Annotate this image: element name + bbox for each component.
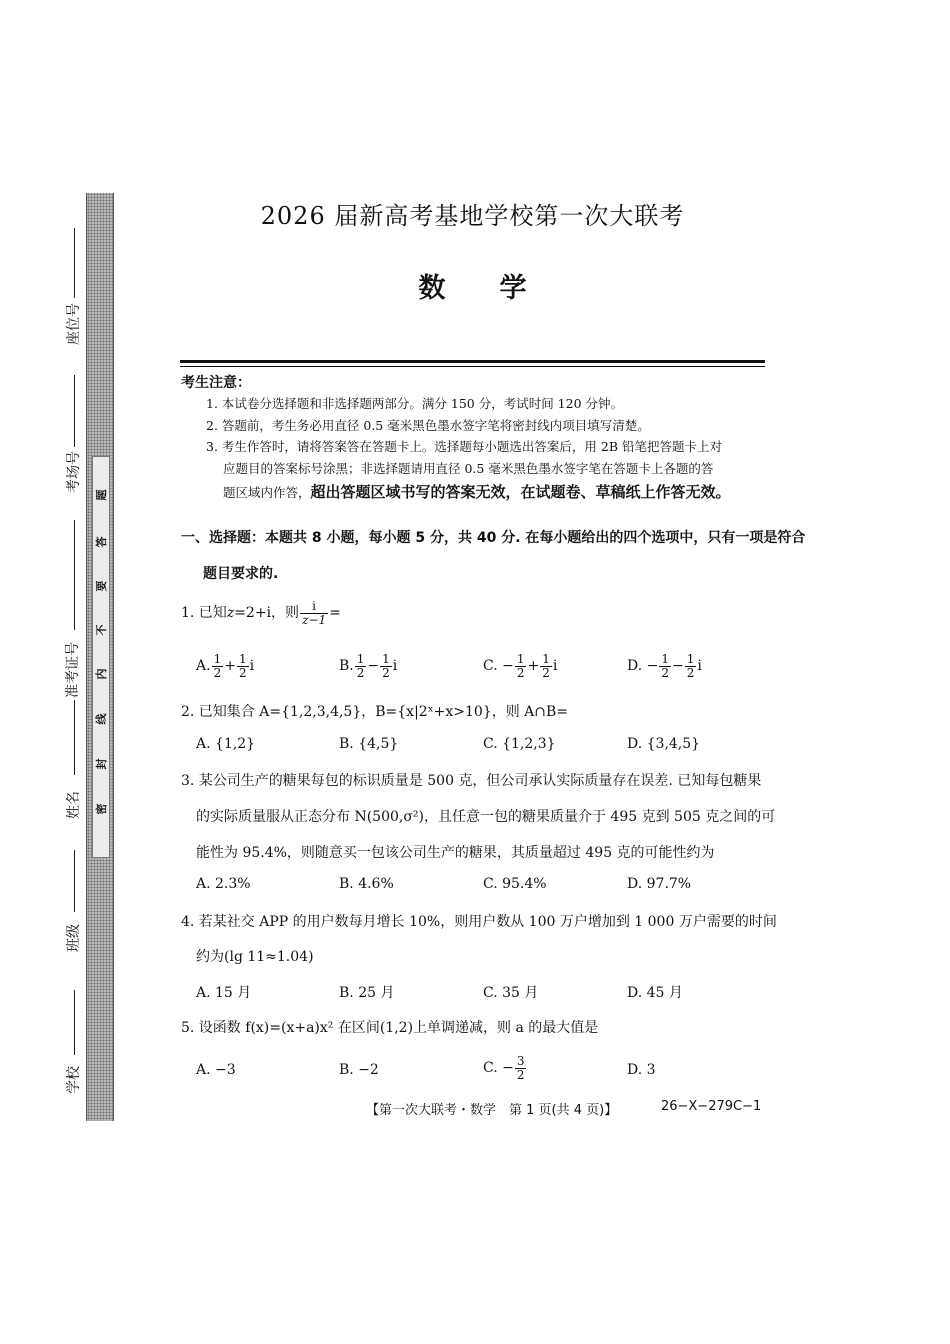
class-label: 班级	[66, 924, 82, 952]
q1-option-c[interactable]	[483, 653, 557, 679]
opt-label: B.	[339, 658, 354, 675]
q5-option-b[interactable]: B. −2	[339, 1062, 379, 1078]
frac-num: 1	[542, 652, 550, 666]
notice-bold-warning: 超出答题区域书写的答案无效，在试题卷、草稿纸上作答无效。	[310, 483, 731, 501]
q1-option-d[interactable]	[627, 653, 702, 679]
opt-op: +	[224, 658, 236, 675]
opt-op: −	[367, 658, 380, 675]
q4-option-c[interactable]: C. 35 月	[483, 985, 539, 1001]
frac-den: 2	[516, 665, 525, 680]
frac-num: 1	[686, 652, 695, 666]
opt-frac	[659, 653, 671, 679]
frac-num: 1	[382, 652, 390, 666]
question-3-line-3: 能性为 95.4%，则随意买一包该公司生产的糖果，其质量超过 495 克的可能性约为	[196, 845, 715, 861]
opt-label: C. −	[483, 658, 514, 675]
seal-line-panel	[92, 456, 110, 858]
seal-char: 答	[95, 536, 108, 548]
seal-char: 封	[95, 758, 108, 770]
seat-number-line[interactable]	[74, 228, 75, 298]
school-label: 学校	[66, 1066, 82, 1094]
frac-num: 1	[238, 652, 247, 666]
opt-end: i	[392, 658, 398, 675]
opt-frac	[540, 653, 552, 679]
q1-option-b[interactable]	[339, 653, 397, 679]
header-rule-thin	[180, 366, 765, 367]
notice-line: 应题目的答案标号涂黑；非选择题请用直径 0.5 毫米黑色墨水签字笔在答题卡上各题的答	[223, 461, 714, 476]
q1-fraction	[300, 600, 328, 626]
q1-frac-num: i	[300, 600, 328, 614]
frac-num: 1	[661, 652, 669, 666]
paper-code: 26−X−279C−1	[661, 1099, 762, 1114]
opt-frac	[380, 653, 392, 679]
section-heading-cont: 题目要求的.	[203, 566, 279, 582]
name-label: 姓名	[66, 791, 82, 819]
q5-option-c[interactable]	[483, 1055, 527, 1081]
q2-option-a[interactable]: A. {1,2}	[196, 736, 256, 752]
opt-frac	[685, 653, 697, 679]
notice-line	[223, 481, 731, 502]
question-2: 2. 已知集合 A={1,2,3,4,5}，B={x|2ˣ+x>10}，则 A∩B=	[181, 704, 569, 720]
question-3-line-1: 3. 某公司生产的糖果每包的标识质量是 500 克，但公司承认实际质量存在误差. 已知每包糖果	[181, 773, 762, 789]
frac-den: 2	[356, 665, 365, 680]
exam-title: 2026 届新高考基地学校第一次大联考	[260, 202, 685, 230]
frac-den: 2	[542, 665, 550, 680]
seal-char: 要	[95, 580, 108, 592]
q5-option-d[interactable]: D. 3	[627, 1062, 656, 1078]
q2-option-d[interactable]: D. {3,4,5}	[627, 736, 701, 752]
seal-char: 不	[95, 624, 108, 636]
question-4-line-2: 约为(lg 11≈1.04)	[196, 949, 314, 965]
q1-eq: =2+i，则	[234, 605, 300, 622]
seat-number-label: 座位号	[66, 303, 82, 345]
frac-num: 1	[213, 652, 222, 666]
q3-option-c[interactable]: C. 95.4%	[483, 876, 547, 892]
school-line[interactable]	[74, 990, 75, 1055]
opt-frac	[212, 653, 224, 679]
q4-option-b[interactable]: B. 25 月	[339, 985, 395, 1001]
opt-frac	[515, 653, 527, 679]
frac-den: 2	[382, 665, 390, 680]
q1-prefix: 1. 已知	[181, 605, 227, 622]
q1-frac-den: z−1	[302, 612, 327, 627]
seal-char: 线	[95, 713, 108, 725]
notice-line-start: 题区域内作答，	[223, 485, 311, 500]
q4-option-d[interactable]: D. 45 月	[627, 985, 683, 1001]
class-line[interactable]	[74, 850, 75, 912]
opt-op: −	[672, 658, 684, 675]
q1-tail: =	[329, 605, 341, 622]
admission-number-label: 准考证号	[65, 642, 81, 698]
frac-den: 2	[686, 665, 695, 680]
name-line[interactable]	[74, 700, 75, 775]
q4-option-a[interactable]: A. 15 月	[196, 985, 252, 1001]
page-footer: 【第一次大联考・数学 第 1 页(共 4 页)】	[366, 1103, 618, 1118]
q2-option-c[interactable]: C. {1,2,3}	[483, 736, 556, 752]
opt-frac	[355, 653, 367, 679]
seal-char: 密	[95, 803, 108, 815]
q3-option-d[interactable]: D. 97.7%	[627, 876, 692, 892]
seal-char: 内	[95, 668, 108, 680]
opt-label: A.	[196, 658, 211, 675]
question-1	[181, 600, 341, 626]
frac-num: 1	[356, 652, 365, 666]
opt-label: C. −	[483, 1060, 514, 1077]
frac-den: 2	[516, 1067, 525, 1082]
opt-end: i	[552, 658, 558, 675]
notice-title: 考生注意：	[181, 375, 251, 391]
opt-op: +	[527, 658, 540, 675]
question-3-line-2: 的实际质量服从正态分布 N(500,σ²)，且任意一包的糖果质量介于 495 克到 505 克之间的可	[196, 809, 776, 825]
section-heading: 一、选择题：本题共 8 小题，每小题 5 分，共 40 分. 在每小题给出的四个选项中，只有一项是符合	[181, 530, 806, 546]
notice-line: 3. 考生作答时，请将答案答在答题卡上。选择题每小题选出答案后，用 2B 铅笔把答题卡上对	[206, 439, 722, 454]
q1-var: z	[226, 605, 235, 622]
opt-label: D. −	[627, 658, 659, 675]
frac-den: 2	[661, 665, 669, 680]
notice-line: 1. 本试卷分选择题和非选择题两部分。满分 150 分，考试时间 120 分钟。	[206, 396, 624, 411]
admission-number-line[interactable]	[74, 520, 75, 630]
seal-char: 题	[95, 489, 108, 501]
subject-title: 数 学	[418, 273, 527, 304]
frac-den: 2	[213, 665, 222, 680]
opt-end: i	[249, 658, 255, 675]
question-4-line-1: 4. 若某社交 APP 的用户数每月增长 10%，则用户数从 100 万户增加到 1 000 万户需要的时间	[181, 914, 777, 930]
q1-option-a[interactable]	[196, 653, 254, 679]
frac-den: 2	[238, 665, 247, 680]
q3-option-b[interactable]: B. 4.6%	[339, 876, 394, 892]
frac-num: 1	[516, 652, 525, 666]
question-5: 5. 设函数 f(x)=(x+a)x² 在区间(1,2)上单调递减，则 a 的最大值是	[181, 1020, 599, 1036]
opt-frac	[237, 653, 249, 679]
q5-option-a[interactable]: A. −3	[196, 1062, 236, 1078]
frac-num: 3	[516, 1054, 525, 1068]
opt-frac	[515, 1055, 527, 1081]
q3-option-a[interactable]: A. 2.3%	[196, 876, 251, 892]
exam-room-line[interactable]	[74, 375, 75, 447]
q2-option-b[interactable]: B. {4,5}	[339, 736, 399, 752]
notice-line: 2. 答题前，考生务必用直径 0.5 毫米黑色墨水签字笔将密封线内项目填写清楚。	[206, 418, 650, 433]
exam-room-label: 考场号	[66, 451, 82, 493]
header-rule-thick	[180, 360, 765, 363]
opt-end: i	[697, 658, 702, 675]
